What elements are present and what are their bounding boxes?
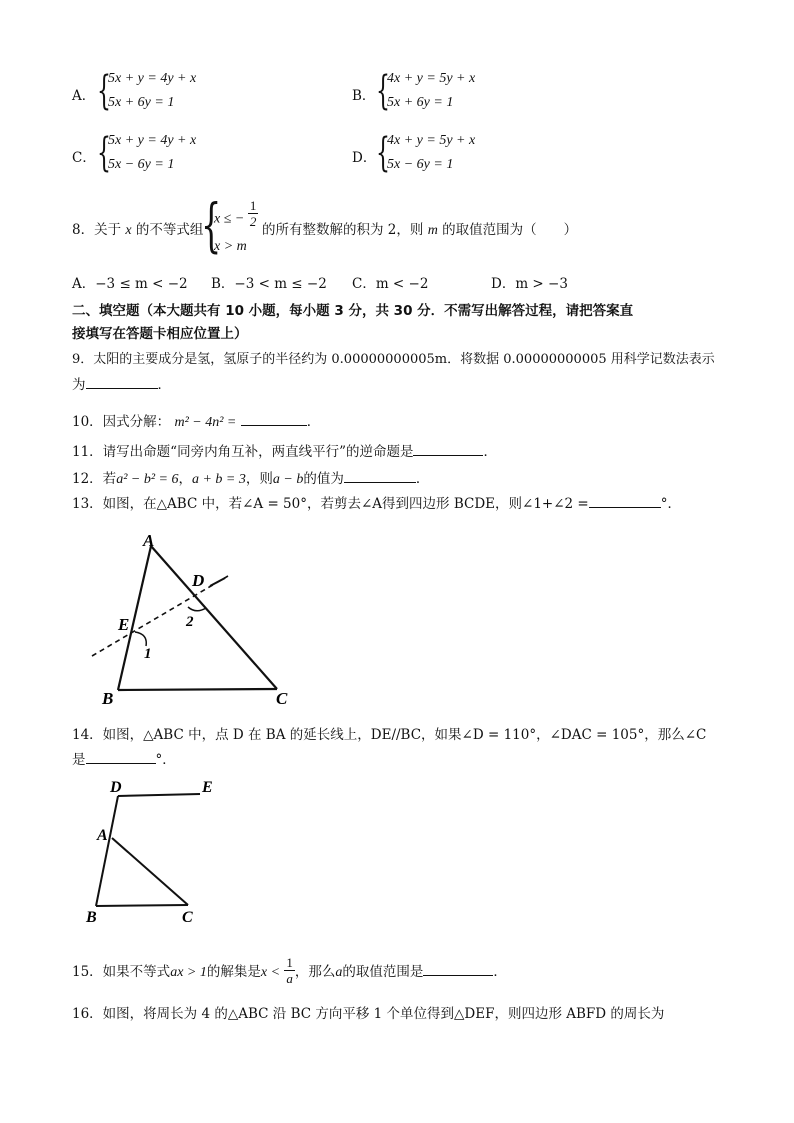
- label-e: E: [202, 779, 213, 796]
- question-14: 14．如图，△ABC 中，点 D 在 BA 的延长线上，DE//BC，如果∠D = 110°，∠DAC = 105°，那么∠C: [72, 727, 707, 743]
- question-9: 9．太阳的主要成分是氢，氢原子的半径约为 0.00000000005m．将数据 0.00000000005 用科学记数法表示: [72, 352, 715, 367]
- angle-2-arc: [188, 607, 206, 611]
- line-ac: [112, 838, 188, 905]
- option-label: C．: [72, 150, 96, 166]
- equation-1: 5x + y = 4y + x: [108, 71, 197, 86]
- label-a: A: [143, 531, 155, 550]
- question-12: 12．若a² − b² = 6，a + b = 3，则a − b的值为 ．: [72, 467, 429, 488]
- question-14-answer: 是 °．: [72, 748, 176, 768]
- section-heading: 二、填空题（本大题共有 10 小题，每小题 3 分，共 30 分．不需写出解答过程，请把答案直: [72, 303, 634, 319]
- answer-blank[interactable]: [589, 493, 661, 508]
- equation-2: 5x + 6y = 1: [108, 95, 175, 110]
- label-angle-1: 1: [144, 646, 152, 662]
- fraction: $\frac{1}{2}$: [249, 198, 257, 229]
- answer-blank[interactable]: [86, 749, 156, 764]
- side-ac: [151, 546, 277, 689]
- section-heading-cont: 接填写在答题卡相应位置上）: [72, 326, 248, 342]
- answer-blank[interactable]: [423, 961, 493, 976]
- question-16: 16．如图，将周长为 4 的△ABC 沿 BC 方向平移 1 个单位得到△DEF，则四边形 ABFD 的周长为: [72, 1006, 665, 1022]
- equation-1: 4x + y = 5y + x: [387, 71, 476, 86]
- answer-blank[interactable]: [344, 468, 416, 483]
- q8-option-b: B．−3 < m ≤ −2: [211, 276, 327, 292]
- label-e: E: [118, 615, 130, 634]
- line-db: [96, 796, 118, 906]
- label-a: A: [97, 827, 108, 844]
- equation-2: 5x − 6y = 1: [387, 157, 454, 172]
- question-11: 11．请写出命题“同旁内角互补，两直线平行”的逆命题是 ．: [72, 440, 497, 460]
- line-de: [118, 794, 200, 796]
- label-d: D: [192, 571, 205, 590]
- question-9-answer: 为 ．: [72, 373, 171, 393]
- q8-option-a: A．−3 ≤ m < −2: [72, 276, 188, 292]
- label-b: B: [102, 689, 114, 708]
- question-15: 15．如果不等式ax > 1的解集是x < $\frac{1}{a}$ ，那么a的取值范围是 ．: [72, 955, 507, 986]
- question-10: 10．因式分解： m² − 4n² = ．: [72, 410, 320, 431]
- option-label: A．: [72, 88, 96, 104]
- equation-2: 5x − 6y = 1: [108, 157, 175, 172]
- label-c: C: [182, 909, 193, 926]
- answer-blank[interactable]: [86, 374, 158, 389]
- cut-line-solid: [210, 578, 225, 586]
- line-bc: [96, 905, 188, 906]
- answer-blank[interactable]: [413, 441, 483, 456]
- answer-blank[interactable]: [241, 411, 307, 426]
- question-13: 13．如图，在△ABC 中，若∠A = 50°，若剪去∠A得到四边形 BCDE，则∠1+∠2 = °．: [72, 492, 681, 512]
- equation-1: 4x + y = 5y + x: [387, 133, 476, 148]
- angle-1-arc: [135, 632, 146, 646]
- equation-1: 5x + y = 4y + x: [108, 133, 197, 148]
- figure-14-triangle: [82, 772, 242, 930]
- label-d: D: [110, 779, 122, 796]
- figure-13-triangle: [80, 524, 310, 714]
- equation-2: 5x + 6y = 1: [387, 95, 454, 110]
- label-angle-2: 2: [186, 614, 194, 630]
- label-c: C: [276, 689, 288, 708]
- inequality-2: x > m: [214, 239, 247, 254]
- q8-option-c: C．m < −2: [352, 276, 429, 292]
- inequality-1: x ≤ − $\frac{1}{2}$: [214, 198, 257, 229]
- side-bc: [118, 689, 277, 690]
- option-label: B．: [352, 88, 376, 104]
- label-b: B: [86, 909, 97, 926]
- cut-line: [92, 576, 228, 656]
- fraction: $\frac{1}{a}$: [286, 955, 293, 986]
- q8-option-d: D．m > −3: [491, 276, 568, 292]
- option-label: D．: [352, 150, 377, 166]
